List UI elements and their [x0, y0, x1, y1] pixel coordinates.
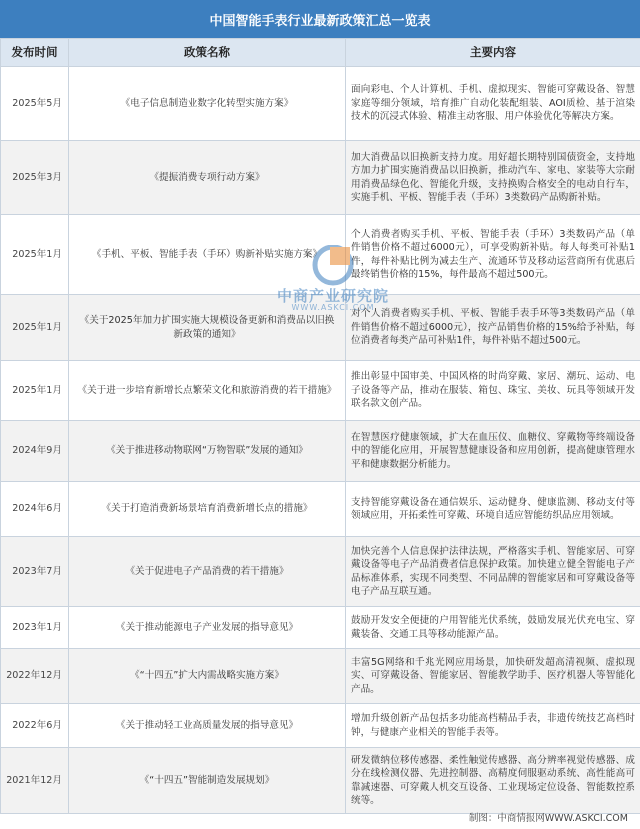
row-content: 加快完善个人信息保护法律法规，严格落实手机、智能家居、可穿戴设备等电子产品消费者信息保护政策。加快建立健全智能电子产品标准体系，实现不同类型、不同品牌的智能家居和可穿戴设备等电子产品互联互通。 — [346, 537, 640, 607]
watermark-text: 中商产业研究院 — [276, 287, 389, 305]
table-row — [1, 704, 640, 748]
table-row — [1, 537, 640, 607]
table-row — [1, 295, 640, 361]
row-date: 2021年12月 — [1, 748, 69, 814]
row-policy-name: 《手机、平板、智能手表（手环）购新补贴实施方案》 — [69, 215, 346, 295]
table-row — [1, 607, 640, 649]
row-content: 在智慧医疗健康领域，扩大在血压仪、血糖仪、穿戴物等终端设备中的智能化应用，开展智慧健康设备和应用创新，提高健康管理水平和健康数据分析能力。 — [346, 421, 640, 482]
row-content: 鼓励开发安全便捷的户用智能光伏系统，鼓励发展光伏充电宝、穿戴装备、交通工具等移动能源产品。 — [346, 607, 640, 649]
table-row — [1, 361, 640, 421]
row-content: 个人消费者购买手机、平板、智能手表（手环）3类数码产品（单件销售价格不超过6000元），可享受购新补贴。每人每类可补贴1件，每件补贴比例为减去生产、流通环节及移动运营商所有优惠后最终销售价格的15%，每件最高不超过500元。 — [346, 215, 640, 295]
table-row — [1, 67, 640, 141]
table-row — [1, 141, 640, 215]
header-row — [1, 39, 640, 67]
row-date: 2022年6月 — [1, 704, 69, 748]
row-content: 研发微纳位移传感器、柔性触觉传感器、高分辨率视觉传感器、成分在线检测仪器、先进控制器、高精度伺服驱动系统、高性能高可靠减速器、可穿戴人机交互设备、工业现场定位设备、智能数控系统等。 — [346, 748, 640, 814]
table-row — [1, 215, 640, 295]
source-credit: 制图：中商情报网WWW.ASKCI.COM — [468, 813, 628, 824]
watermark-url: WWW.ASKCI.COM — [291, 303, 375, 312]
row-content: 面向彩电、个人计算机、手机、虚拟现实、智能可穿戴设备、智慧家庭等细分领域，培育推广自动化装配组装、AOI质检、基于渲染技术的沉浸式体验、精准主动客服、用户体验优化等解决方案。 — [346, 67, 640, 141]
row-date: 2025年1月 — [1, 361, 69, 421]
header-date: 发布时间 — [1, 39, 69, 67]
row-content: 丰富5G网络和千兆光网应用场景，加快研发超高清视频、虚拟现实、可穿戴设备、智能家居、智能教学助手、医疗机器人等智能化产品。 — [346, 649, 640, 704]
policy-table — [0, 38, 640, 814]
header-name: 政策名称 — [69, 39, 346, 67]
row-policy-name: 《关于推动能源电子产业发展的指导意见》 — [69, 607, 346, 649]
row-policy-name: 《“十四五”智能制造发展规划》 — [69, 748, 346, 814]
row-date: 2025年1月 — [1, 215, 69, 295]
table-row — [1, 649, 640, 704]
row-date: 2025年5月 — [1, 67, 69, 141]
row-policy-name: 《关于打造消费新场景培育消费新增长点的措施》 — [69, 482, 346, 537]
row-content: 对个人消费者购买手机、平板、智能手表手环等3类数码产品（单件销售价格不超过6000元），按产品销售价格的15%给予补贴，每位消费者每类产品可补贴1件，每件补贴不超过500元。 — [346, 295, 640, 361]
row-content: 增加升级创新产品包括多功能高档精品手表，非遗传统技艺高档时钟，与健康产业相关的智能手表等。 — [346, 704, 640, 748]
table-title: 中国智能手表行业最新政策汇总一览表 — [0, 0, 640, 38]
row-content: 推出彰显中国审美、中国风格的时尚穿戴、家居、潮玩、运动、电子设备等产品，推动在服装、箱包、珠宝、美妆、玩具等领域开发联名款文创产品。 — [346, 361, 640, 421]
row-policy-name: 《电子信息制造业数字化转型实施方案》 — [69, 67, 346, 141]
row-date: 2025年3月 — [1, 141, 69, 215]
row-date: 2022年12月 — [1, 649, 69, 704]
row-date: 2024年9月 — [1, 421, 69, 482]
table-row — [1, 748, 640, 814]
row-policy-name: 《关于推动轻工业高质量发展的指导意见》 — [69, 704, 346, 748]
row-policy-name: 《关于推进移动物联网“万物智联”发展的通知》 — [69, 421, 346, 482]
row-content: 支持智能穿戴设备在通信娱乐、运动健身、健康监测、移动支付等领域应用，开拓柔性可穿戴、环境自适应智能纺织品应用领域。 — [346, 482, 640, 537]
table-row — [1, 482, 640, 537]
row-policy-name: 《关于2025年加力扩围实施大规模设备更新和消费品以旧换新政策的通知》 — [69, 295, 346, 361]
row-policy-name: 《关于进一步培育新增长点繁荣文化和旅游消费的若干措施》 — [69, 361, 346, 421]
row-date: 2025年1月 — [1, 295, 69, 361]
row-policy-name: 《“十四五”扩大内需战略实施方案》 — [69, 649, 346, 704]
row-date: 2024年6月 — [1, 482, 69, 537]
row-policy-name: 《关于促进电子产品消费的若干措施》 — [69, 537, 346, 607]
row-date: 2023年7月 — [1, 537, 69, 607]
header-content: 主要内容 — [346, 39, 640, 67]
row-date: 2023年1月 — [1, 607, 69, 649]
row-content: 加大消费品以旧换新支持力度。用好超长期特别国债资金，支持地方加力扩围实施消费品以旧换新，推动汽车、家电、家装等大宗耐用消费品绿色化、智能化升级，支持换购合格安全的电动自行车，实施手机、平板、智能手表（手环）3类数码产品购新补贴。 — [346, 141, 640, 215]
row-policy-name: 《提振消费专项行动方案》 — [69, 141, 346, 215]
table-row — [1, 421, 640, 482]
